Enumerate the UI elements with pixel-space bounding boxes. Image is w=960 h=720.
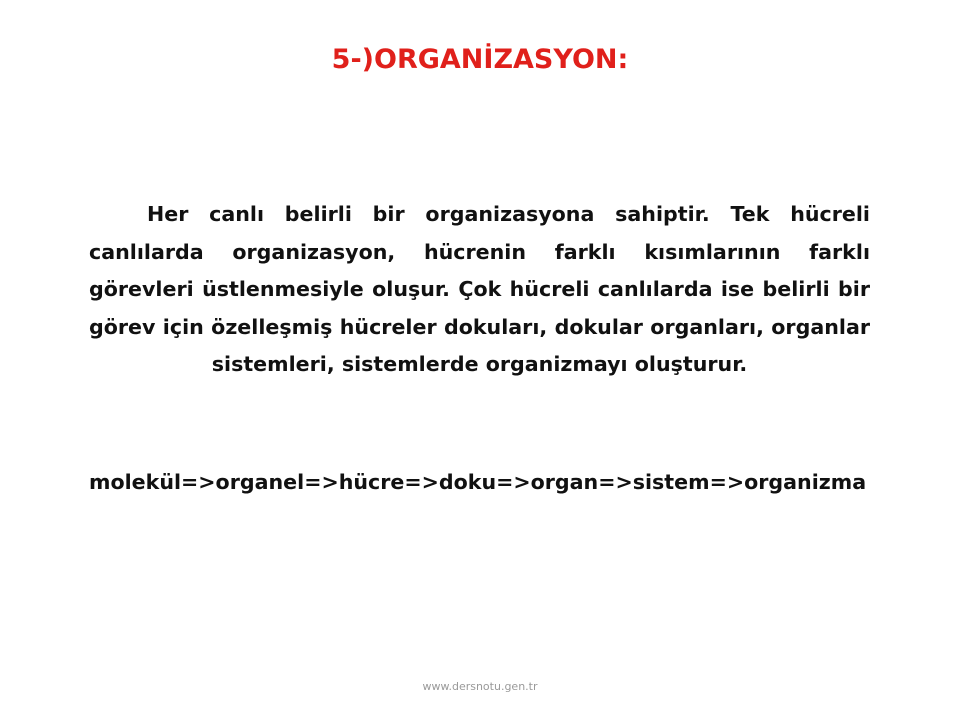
organization-chain: molekül=>organel=>hücre=>doku=>organ=>sistem=>organizma <box>89 470 867 494</box>
slide-title: 5-)ORGANİZASYON: <box>331 44 629 75</box>
organization-paragraph: Her canlı belirli bir organizasyona sahiptir. Tek hücreli canlılarda organizasyon, hücrenin farklı kısımlarının farklı görevleri üstlenmesiyle oluşur. Çok hücreli canlılarda ise belirli bir görev için özelleşmiş hücreler dokuları, dokular organları, organlar sistemleri, sistemlerde organizmayı oluşturur. <box>89 202 870 377</box>
footer-watermark: www.dersnotu.gen.tr <box>422 680 538 693</box>
